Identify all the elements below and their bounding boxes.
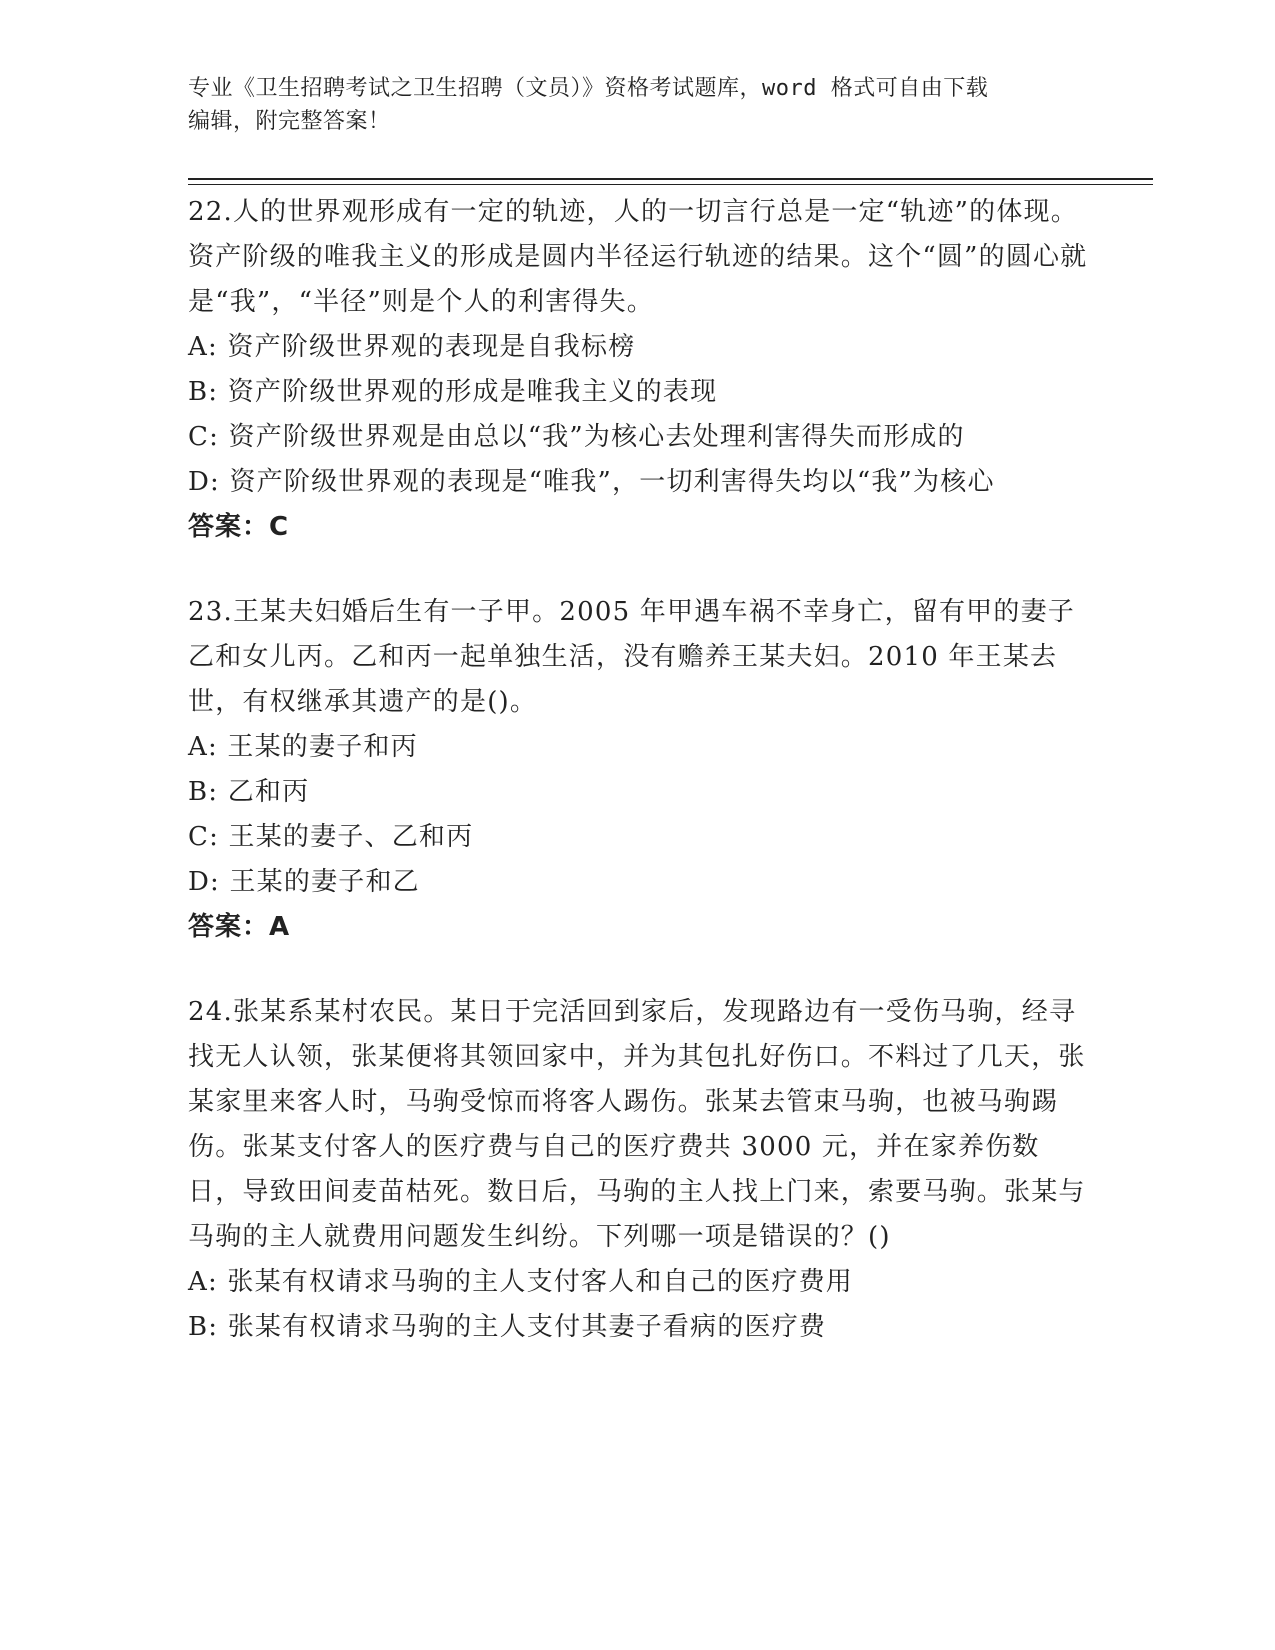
question-list: [188, 190, 1088, 1390]
header-line-1: 专业《卫生招聘考试之卫生招聘（文员）》资格考试题库，word 格式可自由下载: [188, 76, 989, 101]
header-divider-thin: [188, 184, 1153, 185]
header-divider-thick: [188, 178, 1153, 180]
option-d: D: 资产阶级世界观的表现是“唯我”，一切利害得失均以“我”为核心: [188, 467, 995, 497]
document-header: [188, 72, 1088, 138]
option-a: A: 资产阶级世界观的表现是自我标榜: [188, 332, 636, 362]
question-stem: 23.王某夫妇婚后生有一子甲。2005 年甲遇车祸不幸身亡，留有甲的妻子乙和女儿丙。乙和丙一起单独生活，没有赡养王某夫妇。2010 年王某去世，有权继承其遗产的是()。: [188, 597, 1075, 717]
question-stem: 22.人的世界观形成有一定的轨迹，人的一切言行总是一定“轨迹”的体现。资产阶级的唯我主义的形成是圆内半径运行轨迹的结果。这个“圆”的圆心就是“我”，“半径”则是个人的利害得失。: [188, 197, 1088, 317]
option-b: B: 乙和丙: [188, 777, 310, 807]
option-b: B: 资产阶级世界观的形成是唯我主义的表现: [188, 377, 718, 407]
option-c: C: 王某的妻子、乙和丙: [188, 822, 474, 852]
option-d: D: 王某的妻子和乙: [188, 867, 420, 897]
option-a: A: 王某的妻子和丙: [188, 732, 418, 762]
question-22: [188, 190, 1088, 550]
option-a: A: 张某有权请求马驹的主人支付客人和自己的医疗费用: [188, 1267, 854, 1297]
option-b: B: 张某有权请求马驹的主人支付其妻子看病的医疗费: [188, 1312, 827, 1342]
option-c: C: 资产阶级世界观是由总以“我”为核心去处理利害得失而形成的: [188, 422, 965, 452]
question-stem: 24.张某系某村农民。某日于完活回到家后，发现路边有一受伤马驹，经寻找无人认领，张某便将其领回家中，并为其包扎好伤口。不料过了几天，张某家里来客人时，马驹受惊而将客人踢伤。张某去管束马驹，也被马驹踢伤。张某支付客人的医疗费与自己的医疗费共 3000 元，并在家养伤数日，导致田间麦苗枯死。数日后，马驹的主人找上门来，索要马驹。张某与马驹的主人就费用问题发生纠纷。下列哪一项是错误的？(): [188, 997, 1086, 1252]
answer-label: 答案：C: [188, 512, 290, 542]
question-24: [188, 990, 1088, 1350]
header-line-2: 编辑，附完整答案！: [188, 109, 391, 134]
question-23: [188, 590, 1088, 950]
answer-label: 答案：A: [188, 912, 291, 942]
